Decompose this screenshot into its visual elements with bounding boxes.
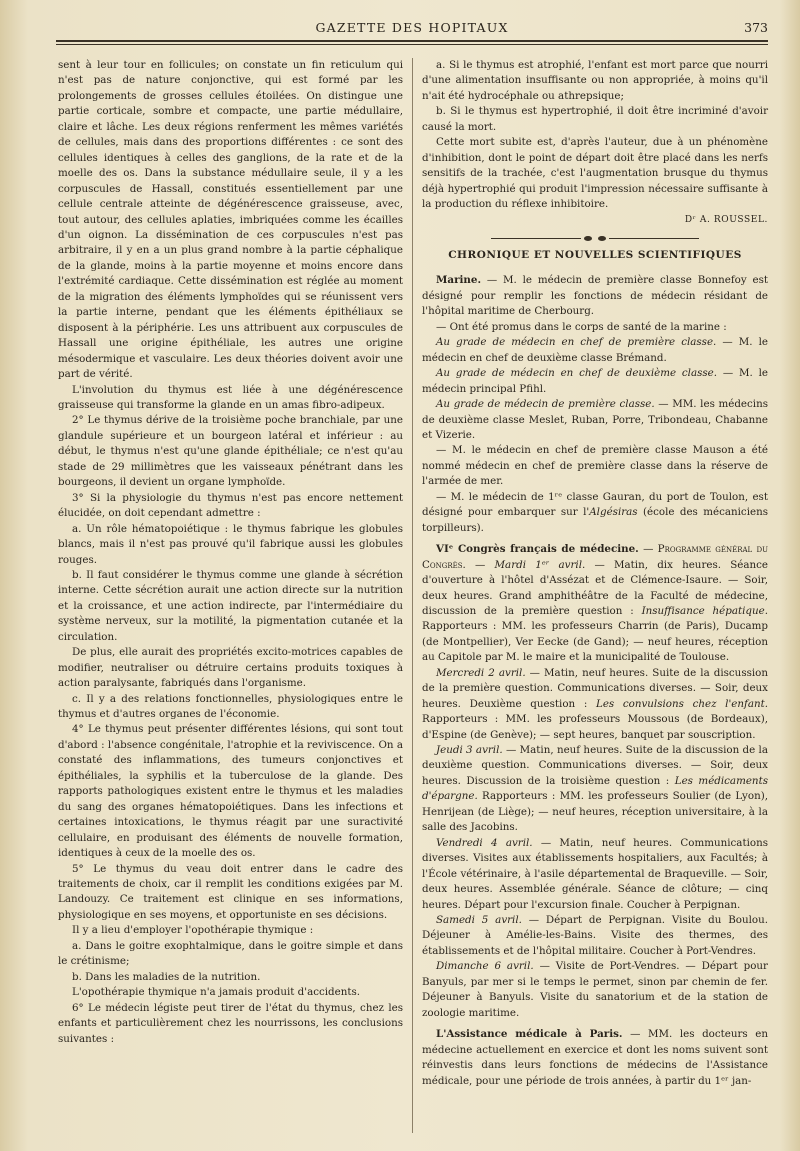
- news-lead: Marine.: [436, 274, 482, 287]
- section-divider-ornament: [422, 232, 768, 246]
- paragraph: c. Il y a des relations fonctionnelles, physiologiques entre le thymus et d'autres organes de l'économie.: [58, 692, 403, 721]
- paragraph: a. Si le thymus est atrophié, l'enfant est mort parce que nourri d'une alimentation insuffisante ou non appropriée, à moins qu'il n'ait été hydrocéphale ou athrepsique;: [422, 59, 768, 102]
- header-rule-thin: [56, 44, 768, 45]
- author-signature: Dʳ A. ROUSSEL.: [684, 214, 768, 225]
- paragraph: a. Dans le goitre exophtalmique, dans le goitre simple et dans le crétinisme;: [58, 939, 403, 968]
- news-marine: Marine. — M. le médecin de première classe Bonnefoy est désigné pour remplir les fonctions de médecin résidant de l'hôpital maritime de Cherbourg.: [422, 274, 768, 318]
- paragraph: 6° Le médecin légiste peut tirer de l'état du thymus, chez les enfants et particulièrement chez les nourrissons, les conclusions suivantes :: [58, 1001, 403, 1045]
- paragraph: Au grade de médecin de première classe. — MM. les médecins de deuxième classe Meslet, Ruban, Porre, Tribondeau, Chabanne et Vizerie.: [422, 398, 768, 441]
- paragraph: 4° Le thymus peut présenter différentes lésions, qui sont tout d'abord : l'absence congénitale, l'atrophie et la reviviscence. On a constaté des inflammations, des tumeurs conjonctives et épithéliales, la syphilis et la tuberculose de la glande. Des rapports pathologiques existent entre le thymus et les maladies du sang des organes hématopoiétiques. Dans les infections et certaines intoxications, le thymus réagit par une suractivité cellulaire, en produisant des éléments de nouvelle formation, identiques à ceux de la moelle des os.: [58, 723, 403, 860]
- page-header: [56, 18, 768, 40]
- paragraph: a. Un rôle hématopoiétique : le thymus fabrique les globules blancs, mais il n'est pas prouvé qu'il fabrique aussi les globules rouges.: [58, 522, 403, 566]
- header-rule: [56, 40, 768, 42]
- paragraph: Au grade de médecin en chef de deuxième classe. — M. le médecin principal Pfihl.: [422, 367, 768, 395]
- paragraph: — M. le médecin de 1ʳᵉ classe Gauran, du port de Toulon, est désigné pour embarquer sur l'Algésiras (école des mécaniciens torpilleurs).: [422, 490, 768, 534]
- paragraph: L'opothérapie thymique n'a jamais produit d'accidents.: [72, 986, 361, 999]
- paragraph: Au grade de médecin en chef de première classe. — M. le médecin en chef de deuxième classe Brémand.: [422, 336, 768, 364]
- paragraph: Il y a lieu d'employer l'opothérapie thymique :: [72, 924, 314, 937]
- news-lead: L'Assistance médicale à Paris.: [436, 1028, 623, 1041]
- paragraph: L'involution du thymus est liée à une dégénérescence graisseuse qui transforme la glande en un amas fibro-adipeux.: [58, 383, 403, 411]
- paragraph: 2° Le thymus dérive de la troisième poche branchiale, par une glandule supérieure et un bourgeon latéral et inférieur : au début, le thymus n'est qu'une glande épithéliale; ce n'est qu'au stade de 29 millimètres que les vaisseaux pénétrant dans les bourgeons, il devient un organe lymphoïde.: [58, 414, 403, 489]
- paragraph: De plus, elle aurait des propriétés excito-motrices capables de modifier, neutraliser ou détruire certains produits toxiques à action paralysante, fabriqués dans l'organisme.: [58, 646, 403, 690]
- paragraph: b. Si le thymus est hypertrophié, il doit être incriminé d'avoir causé la mort.: [422, 105, 768, 133]
- section-title: CHRONIQUE ET NOUVELLES SCIENTIFIQUES: [448, 248, 742, 261]
- news-congres: VIᵉ Congrès français de médecine. — Programme général du Congrès. — Mardi 1ᵉʳ avril. — Matin, dix heures. Séance d'ouverture à l'hôtel d'Assézat et de Clémence-Isaure. — Soir, deux heures. Grand amphithéâtre de la Faculté de médecine, discussion de la première question : Insuffisance hépatique. Rapporteurs : MM. les professeurs Charrin (de Paris), Ducamp (de Montpellier), Ver Eecke (de Gand); — neuf heures, réception au Capitole par M. le maire et la municipalité de Toulouse.: [422, 543, 769, 664]
- column-separator: [412, 58, 413, 1133]
- paragraph: Samedi 5 avril. — Départ de Perpignan. Visite du Boulou. Déjeuner à Amélie-les-Bains. Visite des thermes, des établissements et de l'hôpital militaire. Coucher à Port-Vendres.: [422, 914, 768, 957]
- paragraph: — Ont été promus dans le corps de santé de la marine :: [436, 320, 727, 333]
- news-lead: VIᵉ Congrès français de médecine.: [436, 543, 639, 556]
- paragraph: Vendredi 4 avril. — Matin, neuf heures. Communications diverses. Visites aux établissements hospitaliers, aux Facultés; à l'École vétérinaire, à l'asile départemental de Braqueville. — Soir, deux heures. Assemblée générale. Séance de clôture; — cinq heures. Départ pour l'excursion finale. Coucher à Perpignan.: [422, 836, 768, 911]
- paragraph: Jeudi 3 avril. — Matin, neuf heures. Suite de la discussion de la deuxième question. Communications diverses. — Soir, deux heures. Discussion de la troisième question : Les médicaments d'épargne. Rapporteurs : MM. les professeurs Soulier (de Lyon), Henrijean (de Liège); — neuf heures, réception universitaire, à la salle des Jacobins.: [422, 744, 768, 834]
- paragraph: b. Dans les maladies de la nutrition.: [72, 970, 261, 983]
- paragraph: Dimanche 6 avril. — Visite de Port-Vendres. — Départ pour Banyuls, par mer si le temps le permet, sinon par chemin de fer. Déjeuner à Banyuls. Visite du sanatorium et de la station de zoologie maritime.: [422, 960, 768, 1019]
- paragraph: Mercredi 2 avril. — Matin, neuf heures. Suite de la discussion de la première question. Communications diverses. — Soir, deux heures. Deuxième question : Les convulsions chez l'enfant. Rapporteurs : MM. les professeurs Moussous (de Bordeaux), d'Espine (de Genève); — sept heures, banquet par souscription.: [422, 666, 769, 741]
- news-assistance: L'Assistance médicale à Paris. — MM. les docteurs en médecine actuellement en exercice et dont les noms suivent sont réinvestis dans leurs fonctions de médecins de l'Assistance médicale, pour une période de trois années, à partir du 1ᵉʳ jan-: [422, 1028, 769, 1087]
- paragraph: — M. le médecin en chef de première classe Mauson a été nommé médecin en chef de première classe dans la réserve de l'armée de mer.: [422, 444, 768, 488]
- left-column: [58, 58, 403, 1047]
- paragraph: Cette mort subite est, d'après l'auteur, due à un phénomène d'inhibition, dont le point de départ doit être placé dans les nerfs sensitifs de la trachée, c'est l'augmentation brusque du thymus déjà hypertrophié qui produit l'impression nécessaire suffisante à la production du réflexe inhibitoire.: [422, 136, 768, 211]
- right-column: [422, 58, 768, 1089]
- page-number: 373: [744, 20, 768, 35]
- paragraph: 5° Le thymus du veau doit entrer dans le cadre des traitements de choix, car il remplit les conditions exigées par M. Landouzy. Ce traitement est clinique en ses informations, physiologique en ses moyens, et opportuniste en ses décisions.: [58, 862, 403, 921]
- paragraph: 3° Si la physiologie du thymus n'est pas encore nettement élucidée, on doit cependant admettre :: [58, 491, 403, 520]
- paragraph: b. Il faut considérer le thymus comme une glande à sécrétion interne. Cette sécrétion aurait une action directe sur la nutrition et la croissance, et une action indirecte, par l'intermédiaire du système nerveux, sur la motilité, la pigmentation cutanée et la circulation.: [58, 568, 403, 643]
- paragraph: sent à leur tour en follicules; on constate un fin reticulum qui n'est pas de nature conjonctive, qui est formé par les prolongements de grosses cellules étoilées. On distingue une partie corticale, sombre et compacte, une partie médullaire, claire et lâche. Les deux régions renferment les mêmes variétés de cellules, mais dans des proportions différentes : ce sont des cellules identiques à celles des ganglions, de la rate et de la moelle des os. Dans la substance médullaire seule, il y a les corpuscules de Hassall, constitués essentiellement par une cellule centrale atteinte de dégénérescence graisseuse, avec, tout autour, des cellules aplaties, imbriquées comme les écailles d'un oignon. La dissémination de ces corpuscules n'est pas arbitraire, il y en a un plus grand nombre à la partie céphalique de la glande, moins à la partie moyenne et moins encore dans l'extrémité cardiaque. Cette dissémination est réglée au moment de la migration des éléments lymphoïdes qui se réunissent vers la partie interne, pendant que les éléments épithéliaux se disposent à la périphérie. Les uns attribuent aux corpuscules de Hassall une origine épithéliale, les autres une origine mésodermique et vasculaire. Les deux théories doivent avoir une part de vérité.: [58, 59, 403, 381]
- journal-title: GAZETTE DES HOPITAUX: [315, 20, 509, 35]
